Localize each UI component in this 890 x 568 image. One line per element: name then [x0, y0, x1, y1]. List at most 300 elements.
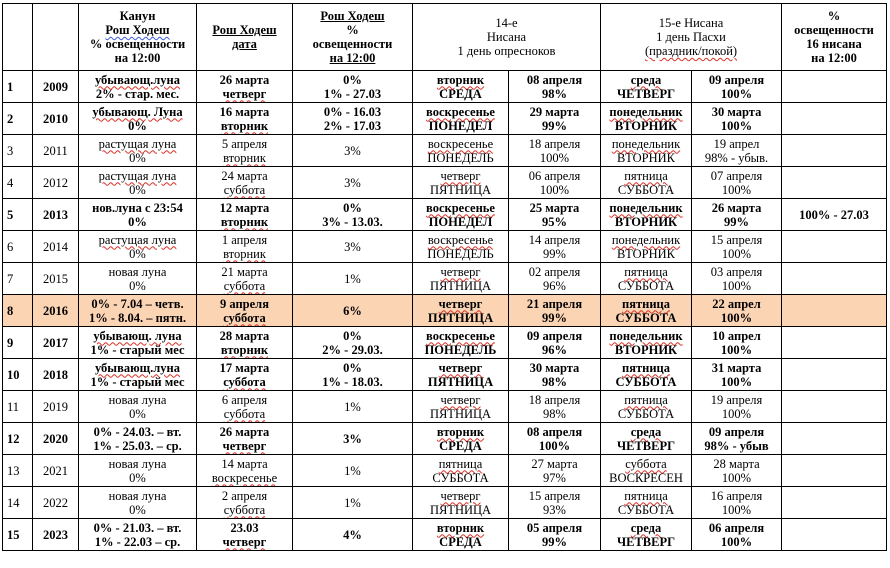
eve-illumination	[79, 487, 197, 519]
row-year: 2023	[33, 519, 79, 551]
eve-line: новая луна	[108, 488, 167, 503]
rh-date-line: вторник	[223, 246, 266, 261]
nisan14-day-line: четверг	[440, 392, 481, 407]
rh-date-line: 1 апреля	[221, 232, 268, 247]
rh-date-line: 12 марта	[219, 200, 270, 215]
header-n16-line-2: освещенности	[794, 23, 874, 37]
nisan15-date-line: 10 апрел	[712, 328, 761, 343]
rosh-hodesh-illumination	[293, 103, 413, 135]
nisan15-date-line: 100%	[720, 374, 753, 389]
eve-illumination	[79, 327, 197, 359]
eve-line: растущая луна	[98, 232, 177, 247]
nisan15-day-line: пятница	[622, 360, 670, 375]
header-rh-pct-line-3: освещенности	[312, 37, 393, 51]
rh-date-line: вторник	[220, 214, 269, 229]
nisan14-date-line: 27 марта	[531, 456, 578, 471]
nisan14-date-line: 08 апреля	[526, 72, 583, 87]
nisan15-day-line: пятница	[624, 168, 668, 183]
nisan14-date-line: 99%	[543, 246, 566, 261]
nisan15-date-line: 30 марта	[711, 104, 762, 119]
header-n15-line-2: 1 день Пасхи	[656, 30, 726, 44]
nisan15-day-line: понедельник	[609, 200, 683, 215]
rh-date-line: вторник	[220, 342, 269, 357]
rosh-hodesh-date	[197, 135, 293, 167]
rh-pct-line: 3%	[344, 143, 361, 158]
nisan16-illumination	[782, 391, 887, 423]
rosh-hodesh-date	[197, 199, 293, 231]
rh-pct-line: 1% - 27.03	[323, 86, 382, 101]
nisan14-day-line: СУББОТА	[432, 470, 489, 485]
nisan15-weekday	[601, 71, 692, 103]
header-num	[3, 4, 33, 71]
nisan14-date	[509, 103, 601, 135]
row-year: 2012	[33, 167, 79, 199]
header-eve-line-2: Рош Ходеш	[105, 23, 170, 37]
nisan15-day-line: понедельник	[609, 328, 683, 343]
rosh-hodesh-date	[197, 231, 293, 263]
rh-pct-line: 3% - 13.03.	[322, 214, 383, 229]
eve-line: 0%	[129, 502, 146, 517]
nisan15-date-line: 26 марта	[711, 200, 762, 215]
row-number: 15	[3, 519, 33, 551]
row-year: 2016	[33, 295, 79, 327]
row-number: 6	[3, 231, 33, 263]
row-number: 5	[3, 199, 33, 231]
eve-illumination	[79, 103, 197, 135]
nisan15-day-line: СУББОТА	[615, 374, 677, 389]
rh-pct-line: 0%	[343, 72, 362, 87]
eve-line: 0% - 7.04 – четв.	[91, 296, 184, 311]
rh-date-line: 2 апреля	[221, 488, 268, 503]
eve-line: 0%	[129, 182, 146, 197]
rh-pct-line: 2% - 29.03.	[322, 342, 383, 357]
header-n16-line-4: на 12:00	[811, 51, 857, 65]
nisan14-date	[509, 519, 601, 551]
row-year: 2011	[33, 135, 79, 167]
nisan16-illumination	[782, 519, 887, 551]
nisan15-weekday	[601, 199, 692, 231]
header-n16-line-1: %	[827, 9, 841, 23]
nisan15-day-line: ВТОРНИК	[616, 246, 675, 261]
rosh-hodesh-date	[197, 423, 293, 455]
nisan15-date-line: 03 апреля	[710, 264, 763, 279]
rh-date-line: 16 марта	[219, 104, 270, 119]
rh-date-line: 28 марта	[219, 328, 270, 343]
rh-pct-line: 1%	[344, 495, 361, 510]
nisan16-illumination: 100% - 27.03	[782, 199, 887, 231]
header-year	[33, 4, 79, 71]
nisan14-date-line: 93%	[543, 502, 566, 517]
nisan16-illumination	[782, 327, 887, 359]
nisan16-illumination	[782, 263, 887, 295]
nisan15-day-line: понедельник	[609, 104, 683, 119]
nisan14-date	[509, 295, 601, 327]
row-number: 13	[3, 455, 33, 487]
nisan14-day-line: четверг	[438, 360, 483, 375]
header-rh-pct-line-4: на 12:00	[329, 51, 376, 65]
nisan15-date-line: 09 апреля	[708, 72, 765, 87]
table-row	[3, 199, 887, 231]
row-year: 2019	[33, 391, 79, 423]
rh-pct-line: 0%	[343, 360, 362, 375]
table-row	[3, 231, 887, 263]
nisan14-day-line: ПОНЕДЕЛЬ	[424, 342, 497, 357]
rh-pct-line: 1%	[344, 463, 361, 478]
header-eve-line-1: Канун	[119, 9, 156, 23]
nisan14-weekday	[413, 135, 509, 167]
nisan14-weekday	[413, 295, 509, 327]
rosh-hodesh-date	[197, 519, 293, 551]
rh-pct-line: 1%	[344, 399, 361, 414]
row-number: 4	[3, 167, 33, 199]
row-number: 10	[3, 359, 33, 391]
nisan15-day-line: СУББОТА	[617, 278, 675, 293]
nisan15-day-line: среда	[630, 424, 662, 439]
eve-illumination	[79, 167, 197, 199]
eve-line: 0% - 21.03. – вт.	[93, 520, 182, 535]
header-n14-line-1: 14-е	[495, 16, 518, 30]
rosh-hodesh-illumination	[293, 487, 413, 519]
nisan15-day-line: СУББОТА	[617, 406, 675, 421]
nisan15-date	[692, 135, 782, 167]
header-eve-line-4: на 12:00	[114, 51, 161, 65]
nisan15-date-line: 100%	[721, 246, 752, 261]
table-row	[3, 295, 887, 327]
rosh-hodesh-illumination	[293, 167, 413, 199]
nisan15-day-line: пятница	[624, 264, 668, 279]
nisan15-date	[692, 231, 782, 263]
nisan14-date-line: 100%	[539, 182, 570, 197]
nisan14-date	[509, 231, 601, 263]
header-n16-line-3: 16 нисана	[806, 37, 862, 51]
rh-date-line: 14 марта	[221, 456, 268, 471]
rosh-hodesh-date	[197, 455, 293, 487]
nisan14-day-line: вторник	[436, 424, 485, 439]
table-row	[3, 423, 887, 455]
nisan15-date-line: 16 апреля	[710, 488, 763, 503]
eve-line: убывающ.луна	[94, 360, 181, 375]
header-nisan-15	[601, 4, 782, 71]
eve-illumination	[79, 455, 197, 487]
eve-line: растущая луна	[98, 136, 177, 151]
nisan14-date-line: 99%	[542, 118, 567, 133]
rosh-hodesh-illumination	[293, 231, 413, 263]
eve-line: 0%	[129, 150, 146, 165]
nisan14-weekday	[413, 519, 509, 551]
nisan14-weekday	[413, 391, 509, 423]
nisan14-day-line: ПОНЕДЕЛ	[428, 214, 493, 229]
eve-line: новая луна	[108, 264, 167, 279]
rh-date-line: суббота	[223, 406, 266, 421]
header-rh-date-line-1: Рош Ходеш	[212, 23, 277, 37]
rh-date-line: воскресенье	[211, 470, 278, 485]
nisan14-date-line: 96%	[543, 278, 566, 293]
nisan15-date	[692, 167, 782, 199]
nisan14-day-line: ПОНЕДЕЛЬ	[427, 150, 494, 165]
eve-illumination	[79, 295, 197, 327]
nisan15-date-line: 100%	[721, 406, 752, 421]
table-row	[3, 135, 887, 167]
table-row	[3, 167, 887, 199]
rh-pct-line: 3%	[344, 239, 361, 254]
eve-illumination	[79, 199, 197, 231]
eve-line: нов.луна с 23:54	[92, 200, 183, 215]
nisan15-date-line: 100%	[720, 86, 753, 101]
nisan16-illumination	[782, 455, 887, 487]
nisan14-date-line: 29 марта	[529, 104, 580, 119]
rosh-hodesh-illumination	[293, 391, 413, 423]
rh-date-line: суббота	[223, 310, 266, 325]
rh-date-line: 23.03	[230, 520, 259, 535]
row-year: 2014	[33, 231, 79, 263]
nisan14-date-line: 25 марта	[529, 200, 580, 215]
nisan16-illumination	[782, 135, 887, 167]
nisan15-day-line: понедельник	[611, 232, 681, 247]
header-eve-line-3: % освещенности	[89, 37, 186, 51]
nisan15-day-line: среда	[630, 72, 662, 87]
nisan14-day-line: воскресенье	[426, 104, 495, 119]
nisan14-date-line: 100%	[539, 150, 570, 165]
nisan14-date	[509, 71, 601, 103]
nisan16-illumination	[782, 423, 887, 455]
rh-date-line: четверг	[222, 86, 267, 101]
nisan14-day-line: четверг	[440, 488, 481, 503]
nisan15-date	[692, 487, 782, 519]
nisan15-day-line: пятница	[622, 296, 670, 311]
rosh-hodesh-date	[197, 487, 293, 519]
rh-pct-line: 1%	[344, 271, 361, 286]
nisan15-day-line: СУББОТА	[617, 502, 675, 517]
nisan14-weekday	[413, 263, 509, 295]
table-row	[3, 455, 887, 487]
eve-line: убывающ.луна	[94, 72, 181, 87]
nisan15-date	[692, 263, 782, 295]
nisan15-date-line: 100%	[721, 278, 752, 293]
nisan14-day-line: воскресенье	[426, 328, 495, 343]
table-row	[3, 263, 887, 295]
nisan14-date-line: 99%	[542, 310, 567, 325]
nisan15-date	[692, 71, 782, 103]
header-rh-date-line-2: дата	[232, 37, 257, 51]
nisan14-date-line: 21 апреля	[526, 296, 583, 311]
nisan15-date-line: 31 марта	[711, 360, 762, 375]
header-nisan-16	[782, 4, 887, 71]
nisan15-day-line: ЧЕТВЕРГ	[616, 86, 676, 101]
nisan15-day-line: СУББОТА	[617, 182, 675, 197]
nisan14-date	[509, 359, 601, 391]
eve-line: 0%	[129, 246, 146, 261]
nisan15-weekday	[601, 135, 692, 167]
nisan14-date-line: 14 апреля	[528, 232, 581, 247]
nisan14-date-line: 05 апреля	[526, 520, 583, 535]
nisan15-date	[692, 391, 782, 423]
rosh-hodesh-illumination	[293, 135, 413, 167]
rh-date-line: 21 марта	[221, 264, 268, 279]
eve-illumination	[79, 423, 197, 455]
header-rh-pct-line-2: %	[346, 23, 359, 37]
nisan15-weekday	[601, 455, 692, 487]
eve-illumination	[79, 263, 197, 295]
nisan16-illumination	[782, 103, 887, 135]
nisan14-date	[509, 167, 601, 199]
eve-line: 1% - 8.04. – пятн.	[88, 310, 187, 325]
rh-date-line: 26 марта	[219, 72, 270, 87]
eve-line: 0%	[128, 118, 147, 133]
rh-date-line: суббота	[223, 374, 266, 389]
row-year: 2018	[33, 359, 79, 391]
nisan14-date-line: 18 апреля	[528, 392, 581, 407]
row-year: 2013	[33, 199, 79, 231]
nisan14-date-line: 08 апреля	[526, 424, 583, 439]
nisan15-day-line: суббота	[625, 456, 667, 471]
row-year: 2009	[33, 71, 79, 103]
nisan15-date	[692, 199, 782, 231]
rh-pct-line: 0% - 16.03	[323, 104, 382, 119]
rosh-hodesh-date	[197, 327, 293, 359]
nisan14-weekday	[413, 327, 509, 359]
nisan15-date-line: 100%	[720, 342, 753, 357]
rosh-hodesh-date	[197, 359, 293, 391]
nisan14-day-line: воскресенье	[427, 136, 494, 151]
nisan14-date-line: 30 марта	[529, 360, 580, 375]
rh-date-line: 24 марта	[221, 168, 268, 183]
nisan15-weekday	[601, 391, 692, 423]
nisan15-day-line: пятница	[624, 488, 668, 503]
nisan14-date	[509, 263, 601, 295]
nisan15-date	[692, 295, 782, 327]
eve-line: растущая луна	[98, 168, 177, 183]
nisan15-day-line: среда	[630, 520, 662, 535]
nisan14-date-line: 99%	[542, 534, 567, 549]
nisan15-day-line: СУББОТА	[615, 310, 677, 325]
nisan14-date	[509, 487, 601, 519]
table-row	[3, 487, 887, 519]
nisan15-date-line: 06 апреля	[708, 520, 765, 535]
row-year: 2010	[33, 103, 79, 135]
rh-date-line: четверг	[222, 534, 267, 549]
rh-pct-line: 6%	[343, 303, 362, 318]
nisan14-date	[509, 455, 601, 487]
row-number: 11	[3, 391, 33, 423]
nisan14-date	[509, 199, 601, 231]
header-nisan-14	[413, 4, 601, 71]
row-year: 2020	[33, 423, 79, 455]
rosh-hodesh-date	[197, 103, 293, 135]
rh-date-line: 17 марта	[219, 360, 270, 375]
row-number: 8	[3, 295, 33, 327]
nisan14-day-line: ПОНЕДЕЛ	[428, 118, 493, 133]
nisan14-day-line: ПЯТНИЦА	[429, 182, 492, 197]
rosh-hodesh-illumination	[293, 455, 413, 487]
nisan14-day-line: ПЯТНИЦА	[427, 374, 494, 389]
nisan14-date-line: 98%	[543, 406, 566, 421]
eve-line: 2% - стар. мес.	[95, 86, 180, 101]
rosh-hodesh-illumination	[293, 359, 413, 391]
nisan15-date	[692, 103, 782, 135]
nisan15-date-line: 100%	[721, 502, 752, 517]
nisan14-day-line: ПЯТНИЦА	[429, 502, 492, 517]
row-number: 9	[3, 327, 33, 359]
rh-pct-line: 3%	[344, 175, 361, 190]
nisan14-day-line: СРЕДА	[439, 86, 482, 101]
row-year: 2017	[33, 327, 79, 359]
header-rh-pct	[293, 4, 413, 71]
eve-line: 0%	[128, 214, 147, 229]
nisan14-date-line: 98%	[542, 86, 567, 101]
nisan15-weekday	[601, 263, 692, 295]
row-number: 3	[3, 135, 33, 167]
rh-date-line: 26 марта	[219, 424, 270, 439]
nisan14-date-line: 97%	[543, 470, 566, 485]
nisan14-date-line: 96%	[542, 342, 567, 357]
table-row	[3, 519, 887, 551]
nisan14-day-line: воскресенье	[427, 232, 494, 247]
nisan15-date-line: 100%	[720, 534, 753, 549]
row-number: 2	[3, 103, 33, 135]
nisan15-weekday	[601, 359, 692, 391]
rosh-hodesh-illumination	[293, 519, 413, 551]
eve-illumination	[79, 71, 197, 103]
nisan15-date-line: 22 апрел	[712, 296, 761, 311]
rh-pct-line: 0%	[343, 200, 362, 215]
eve-line: 1% - старый мес	[90, 342, 185, 357]
nisan15-weekday	[601, 519, 692, 551]
nisan16-illumination	[782, 167, 887, 199]
nisan16-illumination	[782, 71, 887, 103]
eve-line: убывающ. Луна	[92, 104, 183, 119]
table-row	[3, 359, 887, 391]
nisan15-date-line: 99%	[724, 214, 749, 229]
rosh-hodesh-illumination	[293, 199, 413, 231]
nisan14-weekday	[413, 455, 509, 487]
nisan14-weekday	[413, 103, 509, 135]
nisan15-date-line: 07 апреля	[710, 168, 763, 183]
rh-date-line: вторник	[220, 118, 269, 133]
nisan14-date-line: 98%	[542, 374, 567, 389]
header-n14-line-2: Нисана	[486, 30, 527, 44]
nisan15-weekday	[601, 423, 692, 455]
eve-line: 0%	[129, 470, 146, 485]
eve-illumination	[79, 359, 197, 391]
nisan15-day-line: ВТОРНИК	[614, 342, 678, 357]
nisan15-weekday	[601, 231, 692, 263]
nisan15-weekday	[601, 295, 692, 327]
rosh-hodesh-illumination	[293, 423, 413, 455]
nisan14-day-line: СРЕДА	[439, 534, 482, 549]
nisan15-weekday	[601, 103, 692, 135]
nisan15-day-line: ЧЕТВЕРГ	[616, 438, 676, 453]
nisan14-weekday	[413, 423, 509, 455]
rh-pct-line: 2% - 17.03	[323, 118, 382, 133]
nisan14-day-line: ПЯТНИЦА	[427, 310, 494, 325]
nisan14-day-line: вторник	[436, 72, 485, 87]
rosh-hodesh-illumination	[293, 71, 413, 103]
nisan14-date	[509, 423, 601, 455]
nisan15-date	[692, 519, 782, 551]
rh-pct-line: 1% - 18.03.	[322, 374, 383, 389]
eve-line: 0%	[129, 406, 146, 421]
nisan14-day-line: СРЕДА	[439, 438, 482, 453]
nisan14-day-line: ПОНЕДЕЛЬ	[427, 246, 494, 261]
rosh-hodesh-date	[197, 263, 293, 295]
nisan15-date-line: 98% - убыв.	[704, 150, 769, 165]
nisan15-date-line: 100%	[721, 470, 752, 485]
nisan14-date	[509, 391, 601, 423]
table-row	[3, 391, 887, 423]
table-header	[3, 4, 887, 71]
table-body	[3, 71, 887, 551]
rh-date-line: вторник	[223, 150, 266, 165]
